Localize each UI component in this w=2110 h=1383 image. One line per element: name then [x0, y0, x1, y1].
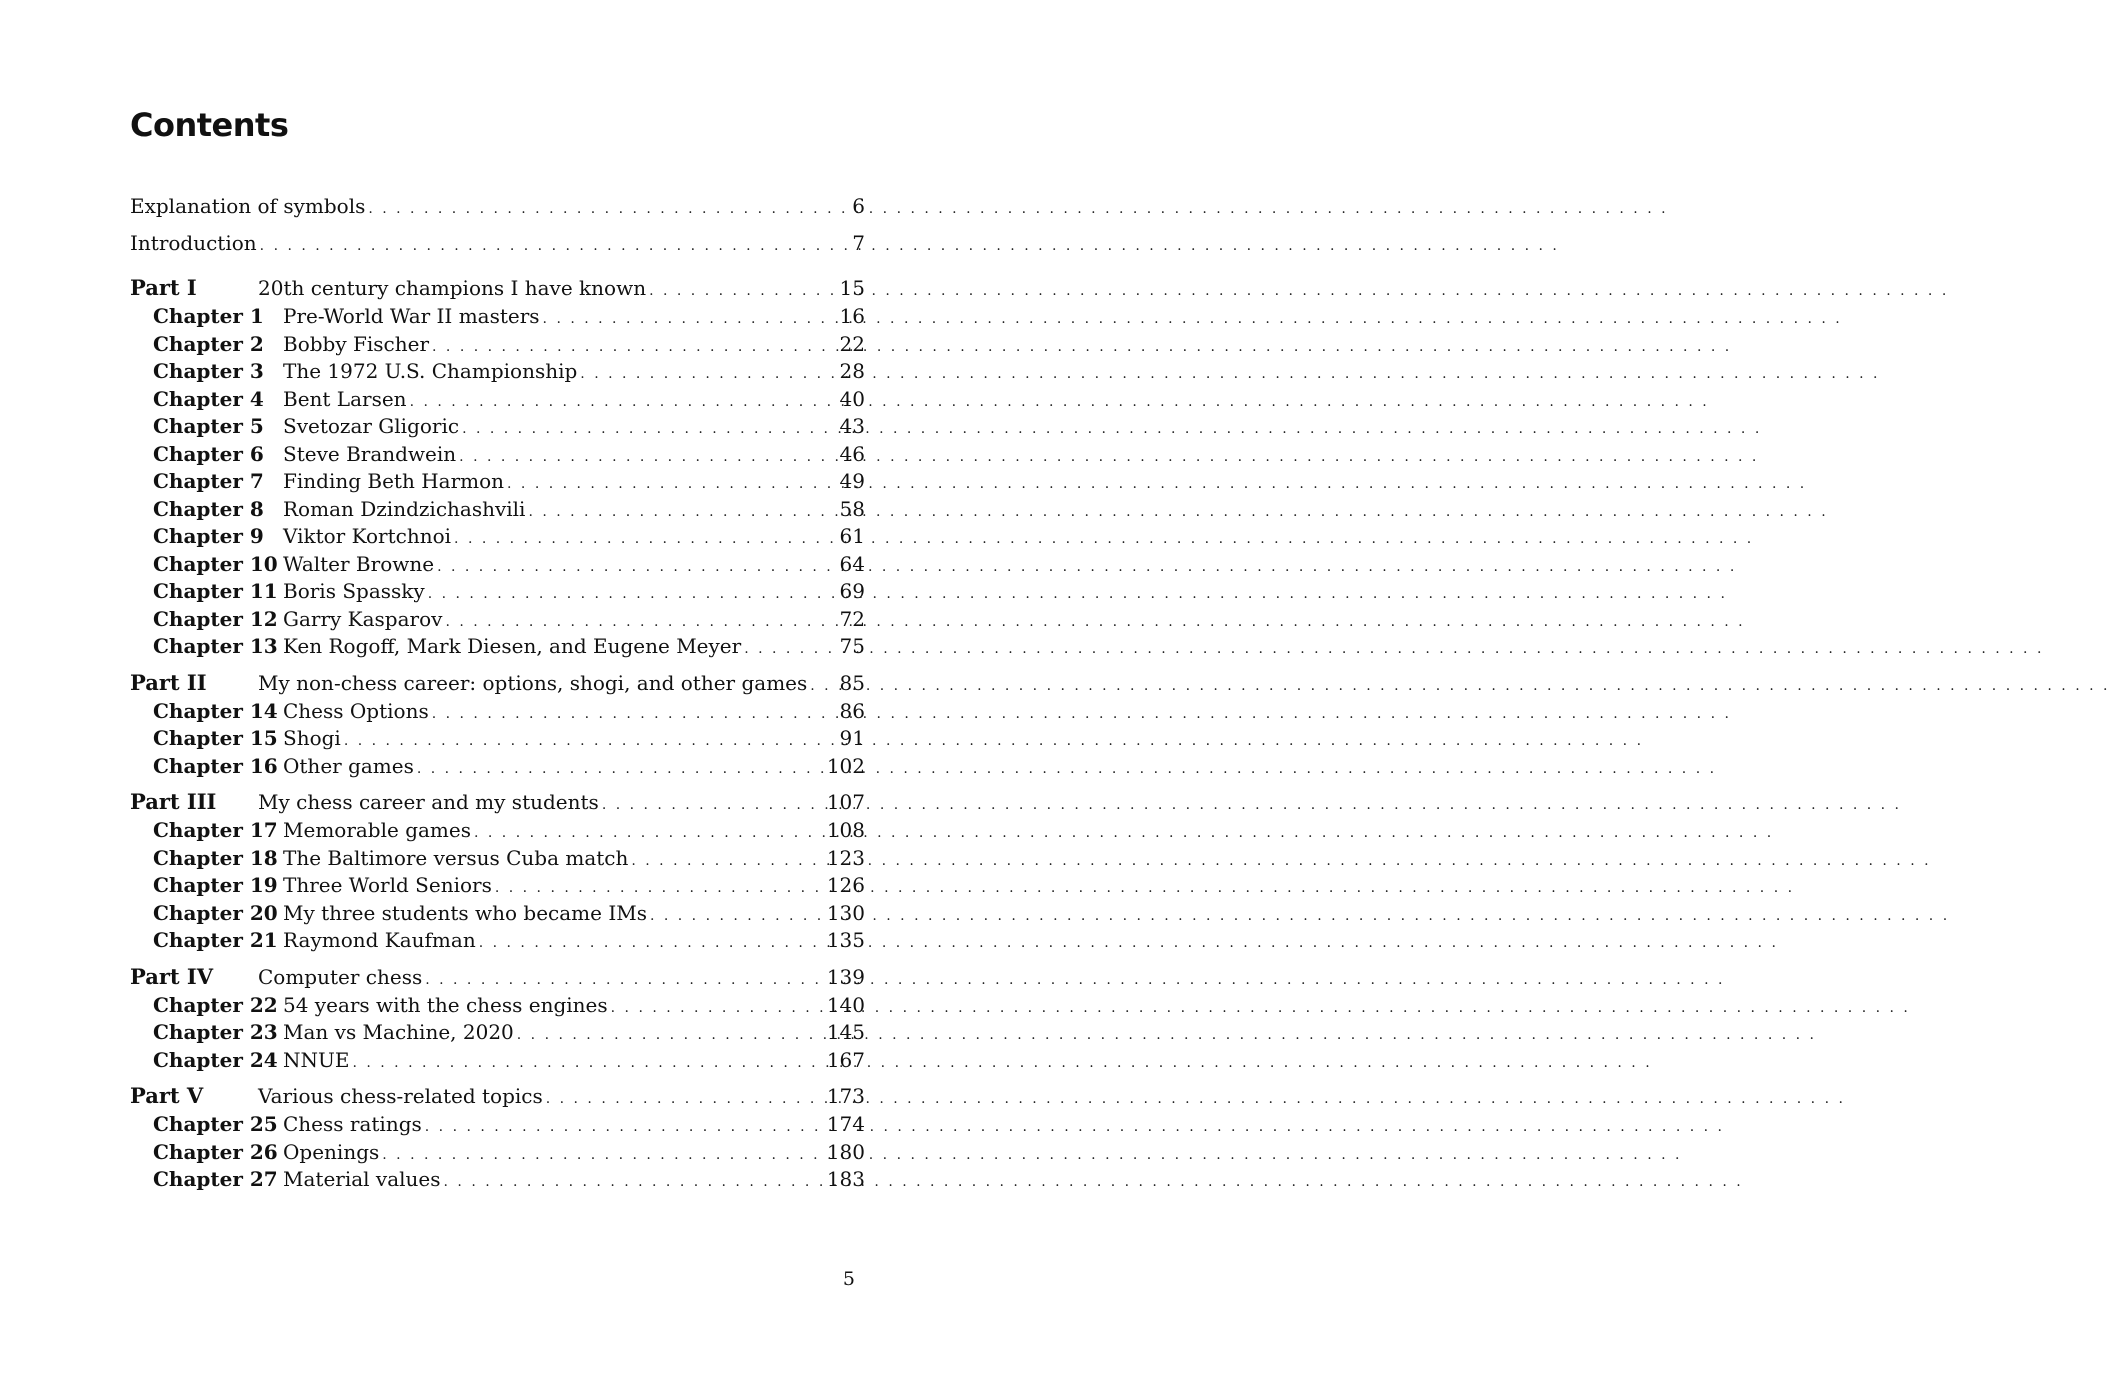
dot-leader	[462, 421, 836, 437]
chapter-page-number: 102	[826, 753, 865, 778]
chapter-title: Other games	[283, 753, 414, 778]
chapter-label: Chapter 2	[153, 331, 264, 356]
chapter-label: Chapter 21	[153, 928, 278, 952]
chapter-page-number: 108	[826, 818, 865, 842]
dot-leader	[417, 761, 824, 777]
toc-part-entry	[130, 789, 865, 818]
part-page-number: 173	[826, 1084, 865, 1108]
chapter-label: Chapter 1	[153, 304, 264, 328]
chapter-title: The Baltimore versus Cuba match	[283, 845, 629, 870]
dot-leader	[444, 1174, 824, 1190]
toc-chapter-entry	[130, 442, 865, 470]
chapter-label: Chapter 24	[153, 1047, 278, 1072]
dot-leader	[744, 641, 836, 657]
dot-leader	[344, 733, 837, 749]
toc-chapter-entry	[130, 359, 865, 387]
chapter-title: Boris Spassky	[283, 579, 425, 603]
chapter-label: Chapter 26	[153, 1139, 278, 1164]
chapter-label: Chapter 4	[153, 386, 264, 411]
toc-chapter-entry	[130, 873, 865, 901]
part-page-number: 139	[826, 964, 865, 989]
toc-chapter-entry	[130, 993, 865, 1021]
dot-leader	[580, 366, 836, 382]
toc-chapter-entry	[130, 1112, 865, 1140]
chapter-page-number: 123	[826, 845, 865, 870]
part-label: Part II	[130, 669, 207, 695]
chapter-label: Chapter 18	[153, 845, 278, 870]
part-label: Part V	[130, 1083, 204, 1108]
toc-chapter-entry	[130, 1140, 865, 1168]
dot-leader	[543, 311, 837, 327]
dot-leader	[352, 1055, 823, 1071]
chapter-page-number: 180	[826, 1139, 865, 1164]
dot-leader	[507, 476, 837, 492]
chapter-label: Chapter 22	[153, 992, 278, 1017]
toc-part-entry	[130, 1083, 865, 1112]
toc-chapter-entry	[130, 846, 865, 874]
chapter-label: Chapter 13	[153, 634, 278, 658]
dot-leader	[602, 797, 824, 813]
chapter-page-number: 75	[839, 634, 865, 658]
chapter-page-number: 49	[839, 469, 865, 493]
chapter-label: Chapter 16	[153, 753, 278, 778]
dot-leader	[459, 449, 836, 465]
chapter-label: Chapter 6	[153, 441, 264, 466]
chapter-title: Ken Rogoff, Mark Diesen, and Eugene Meyer	[283, 634, 742, 658]
chapter-page-number: 140	[826, 992, 865, 1017]
chapter-label: Chapter 9	[153, 524, 264, 548]
toc-chapter-entry	[130, 524, 865, 552]
dot-leader	[454, 531, 837, 547]
chapter-page-number: 183	[826, 1167, 865, 1191]
chapter-title: Memorable games	[283, 818, 471, 842]
part-page-number: 85	[839, 670, 865, 695]
chapter-title: Roman Dzindzichashvili	[283, 496, 526, 521]
toc-chapter-entry	[130, 414, 865, 442]
intro-title: Introduction	[130, 230, 257, 255]
dot-leader	[432, 706, 837, 722]
chapter-title: Bent Larsen	[283, 386, 407, 411]
dot-leader	[650, 908, 824, 924]
chapter-page-number: 22	[839, 331, 865, 356]
chapter-label: Chapter 3	[153, 359, 264, 383]
chapter-page-number: 28	[839, 359, 865, 383]
toc-chapter-entry	[130, 754, 865, 782]
chapter-title: Pre-World War II masters	[283, 304, 540, 328]
dot-leader	[479, 935, 824, 951]
dot-leader	[474, 825, 824, 841]
chapter-title: Bobby Fischer	[283, 331, 430, 356]
chapter-label: Chapter 5	[153, 414, 264, 438]
page-title: Contents	[130, 106, 289, 144]
chapter-page-number: 91	[839, 726, 865, 750]
chapter-label: Chapter 27	[153, 1167, 278, 1191]
table-of-contents	[130, 194, 865, 1195]
chapter-label: Chapter 12	[153, 606, 278, 631]
dot-leader	[546, 1091, 824, 1107]
chapter-page-number: 58	[839, 496, 865, 521]
part-page-number: 15	[839, 276, 865, 300]
part-label: Part III	[130, 789, 217, 814]
toc-entry	[130, 194, 865, 231]
chapter-title: Walter Browne	[283, 551, 435, 576]
toc-part-entry	[130, 670, 865, 699]
toc-chapter-entry	[130, 332, 865, 360]
dot-leader	[445, 614, 836, 630]
dot-leader	[631, 853, 823, 869]
dot-leader	[368, 201, 849, 217]
chapter-label: Chapter 11	[153, 579, 278, 603]
toc-chapter-entry	[130, 1167, 865, 1195]
dot-leader	[425, 972, 824, 988]
chapter-title: Garry Kasparov	[283, 606, 443, 631]
toc-part-entry	[130, 275, 865, 304]
part-title: My non-chess career: options, shogi, and other games	[258, 670, 808, 695]
part-label: Part I	[130, 275, 197, 300]
chapter-label: Chapter 14	[153, 698, 278, 723]
toc-chapter-entry	[130, 387, 865, 415]
dot-leader	[432, 339, 837, 355]
dot-leader	[425, 1119, 824, 1135]
toc-chapter-entry	[130, 552, 865, 580]
toc-chapter-entry	[130, 469, 865, 497]
dot-leader	[437, 559, 836, 575]
chapter-page-number: 86	[839, 698, 865, 723]
intro-page-number: 6	[852, 194, 865, 218]
part-page-number: 107	[826, 790, 865, 814]
chapter-label: Chapter 20	[153, 900, 278, 925]
part-title: Various chess-related topics	[258, 1084, 543, 1108]
chapter-label: Chapter 10	[153, 551, 278, 576]
chapter-title: 54 years with the chess engines	[283, 992, 608, 1017]
chapter-label: Chapter 23	[153, 1020, 278, 1044]
dot-leader	[495, 880, 824, 896]
chapter-title: NNUE	[283, 1047, 350, 1072]
toc-chapter-entry	[130, 497, 865, 525]
dot-leader	[260, 238, 850, 254]
toc-chapter-entry	[130, 699, 865, 727]
chapter-page-number: 135	[826, 928, 865, 952]
toc-chapter-entry	[130, 928, 865, 956]
dot-leader	[410, 394, 837, 410]
chapter-page-number: 174	[826, 1112, 865, 1136]
chapter-title: Openings	[283, 1139, 380, 1164]
chapter-title: Steve Brandwein	[283, 441, 457, 466]
chapter-page-number: 126	[826, 873, 865, 897]
chapter-label: Chapter 15	[153, 726, 278, 750]
toc-chapter-entry	[130, 1020, 865, 1048]
chapter-page-number: 43	[839, 414, 865, 438]
part-title: Computer chess	[258, 964, 423, 989]
intro-title: Explanation of symbols	[130, 194, 366, 218]
toc-chapter-entry	[130, 901, 865, 929]
chapter-page-number: 46	[839, 441, 865, 466]
toc-chapter-entry	[130, 607, 865, 635]
chapter-title: My three students who became IMs	[283, 900, 647, 925]
dot-leader	[611, 1000, 824, 1016]
chapter-label: Chapter 8	[153, 496, 264, 521]
toc-chapter-entry	[130, 304, 865, 332]
book-page	[0, 0, 1000, 1383]
chapter-page-number: 72	[839, 606, 865, 631]
chapter-title: Three World Seniors	[283, 873, 492, 897]
chapter-title: Material values	[283, 1167, 441, 1191]
dot-leader	[428, 586, 837, 602]
chapter-title: Viktor Kortchnoi	[283, 524, 452, 548]
toc-chapter-entry	[130, 818, 865, 846]
chapter-title: Chess Options	[283, 698, 429, 723]
chapter-page-number: 16	[839, 304, 865, 328]
chapter-page-number: 145	[826, 1020, 865, 1044]
chapter-page-number: 61	[839, 524, 865, 548]
dot-leader	[649, 283, 836, 299]
chapter-title: Man vs Machine, 2020	[283, 1020, 514, 1044]
toc-chapter-entry	[130, 579, 865, 607]
toc-chapter-entry	[130, 1048, 865, 1076]
chapter-title: Svetozar Gligoric	[283, 414, 460, 438]
part-title: 20th century champions I have known	[258, 276, 647, 300]
chapter-page-number: 69	[839, 579, 865, 603]
chapter-title: The 1972 U.S. Championship	[283, 359, 578, 383]
toc-part-entry	[130, 964, 865, 993]
chapter-page-number: 130	[826, 900, 865, 925]
toc-entry	[130, 231, 865, 268]
chapter-label: Chapter 19	[153, 873, 278, 897]
chapter-title: Finding Beth Harmon	[283, 469, 505, 493]
chapter-label: Chapter 25	[153, 1112, 278, 1136]
dot-leader	[517, 1027, 824, 1043]
toc-chapter-entry	[130, 634, 865, 662]
part-label: Part IV	[130, 963, 214, 989]
part-title: My chess career and my students	[258, 790, 599, 814]
page-number: 5	[842, 1268, 855, 1290]
chapter-page-number: 167	[826, 1047, 865, 1072]
dot-leader	[528, 504, 836, 520]
chapter-title: Chess ratings	[283, 1112, 422, 1136]
chapter-title: Shogi	[283, 726, 341, 750]
dot-leader	[810, 678, 836, 694]
chapter-page-number: 64	[839, 551, 865, 576]
chapter-page-number: 40	[839, 386, 865, 411]
dot-leader	[382, 1147, 824, 1163]
chapter-label: Chapter 17	[153, 818, 278, 842]
chapter-label: Chapter 7	[153, 469, 264, 493]
intro-page-number: 7	[852, 230, 865, 255]
chapter-title: Raymond Kaufman	[283, 928, 476, 952]
toc-chapter-entry	[130, 726, 865, 754]
